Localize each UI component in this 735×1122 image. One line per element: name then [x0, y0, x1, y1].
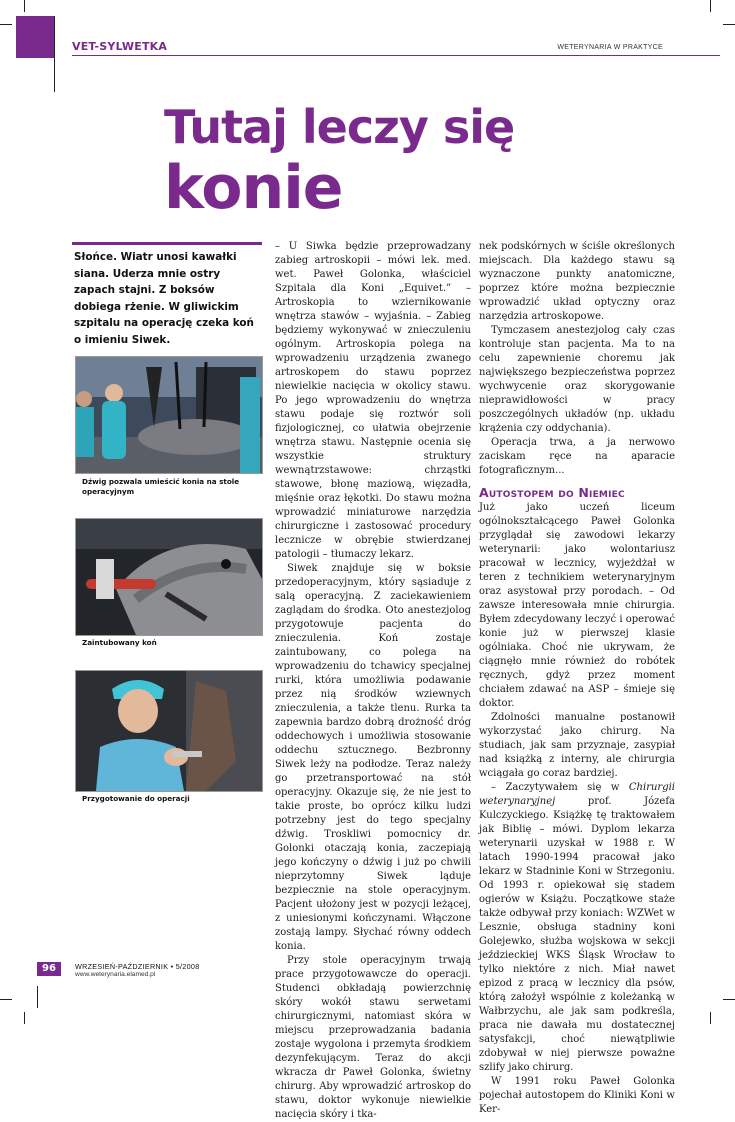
- article-title-line-2: konie: [164, 153, 343, 223]
- subheading: Autostopem do Niemiec: [479, 485, 625, 500]
- article-title-line-1: Tutaj leczy się: [164, 100, 515, 154]
- photo-preparation: [75, 670, 263, 792]
- photo-caption-preparation: Przygotowanie do operacji: [82, 794, 190, 803]
- page-number: 96: [37, 962, 61, 976]
- photo-preparation-image: [76, 671, 262, 791]
- text-run: – Zaczytywałem się w: [491, 782, 629, 793]
- section-color-block: [16, 16, 54, 58]
- paragraph: Tymczasem anestezjolog cały czas kontroluje stan pacjenta. Ma to na celu zapewnienie choremu jak największego bezpieczeństwa poprzez wychwycenie oraz skorygowanie nieprawidłowości w pracy poszczególnych układów (np. układu krążenia czy oddychania).: [479, 325, 675, 434]
- article-column-middle: [275, 240, 471, 1122]
- paragraph: Przy stole operacyjnym trwają prace przygotowawcze do operacji. Studenci obkładają powierzchnię skóry wokół stawu serwetami chirurgicznymi, natomiast skóra w miejscu przeprowadzania badania zostaje wygolona i przemyta środkiem dezynfekującym. Teraz do akcji wkracza dr Paweł Golonka, świetny chirurg. Aby wprowadzić artroskop do stawu, doktor wykonuje niewielkie nacięcia skóry i tka-: [275, 955, 471, 1120]
- article-column-right: [479, 240, 675, 1117]
- paragraph: Siwek znajduje się w boksie przedoperacyjnym, który sąsiaduje z salą operacyjną. Z zaciekawieniem zaglądam do środka. Oto anestezjolog przygotowuje pacjenta do znieczulenia. Koń zostaje zaintubowany, co polega na wprowadzeniu do tchawicy specjalnej rurki, która umożliwia podawanie przez nią środków wziewnych znieczulenia, a także tlenu. Rurka ta zapewnia bardzo dobrą drożność dróg oddechowych i umożliwia stosowanie oddechu sztucznego. Bezbronny Siwek leży na podłodze. Teraz należy go przetransportować na stół operacyjny. Okazuje się, że nie jest to takie proste, bo oprócz kilku ludzi potrzebny jest do tego specjalny dźwig. Troskliwi pomocnicy dr. Golonki otaczają konia, zaczepiają jego kończyny o dźwig i już po chwili nieprzytomny Siwek ląduje bezpiecznie na stole operacyjnym. Pacjent ułożony jest w pozycji leżącej, z uniesionymi kończynami. Włączone zostają lampy. Słychać równy oddech konia.: [275, 563, 471, 952]
- crop-mark: [0, 24, 12, 25]
- crop-mark: [24, 1012, 25, 1024]
- crop-mark: [0, 999, 12, 1000]
- paragraph: W 1991 roku Paweł Golonka pojechał autostopem do Kliniki Koni w Ker-: [479, 1076, 675, 1115]
- crop-mark: [723, 24, 735, 25]
- book-title: Chirurgii weterynaryjnej: [479, 782, 675, 807]
- footer-mark: [37, 986, 38, 1008]
- footer-url: www.weterynaria.elamed.pl: [75, 971, 156, 978]
- crop-mark: [24, 0, 25, 12]
- photo-crane-image: [76, 357, 262, 473]
- intro-rule: [72, 242, 262, 245]
- paragraph: [479, 781, 675, 1075]
- photo-crane: [75, 356, 263, 474]
- header-rule: [72, 55, 720, 56]
- photo-intubated-horse: [75, 518, 263, 636]
- crop-mark: [723, 999, 735, 1000]
- crop-mark: [710, 1012, 711, 1024]
- article-lead: Słońce. Wiatr unosi kawałki siana. Uderza mnie ostry zapach stajni. Z boksów dobiega rżenie. W gliwickim szpitalu na operację czeka koń o imieniu Siwek.: [74, 251, 254, 346]
- paragraph: Operacja trwa, a ja nerwowo zaciskam ręce na aparacie fotograficznym...: [479, 437, 675, 476]
- paragraph: Zdolności manualne postanowił wykorzystać jako chirurg. Na studiach, jak sam przyznaje, zasypiał nad książką z interny, ale chirurgia wciągała go coraz bardziej.: [479, 712, 675, 779]
- paragraph: – U Siwka będzie przeprowadzany zabieg artroskopii – mówi lek. med. wet. Paweł Golonka, właściciel Szpitala dla Koni „Equivet.” – Artroskopia to wziernikowanie wnętrza stawów – wyjaśnia. – Zabieg będziemy wykonywać w znieczuleniu ogólnym. Artroskopia polega na wprowadzeniu urządzenia zwanego artroskopem do stawu poprzez niewielkie nacięcia w okolicy stawu. Po jego wprowadzeniu do wnętrza stawu podaje się roztwór soli fizjologicznej, co ułatwia obejrzenie wnętrza stawu. Następnie ocenia się wszystkie struktury wewnątrzstawowe: chrząstki stawowe, błonę maziową, więzadła, mięśnie oraz łękotki. Do stawu można wprowadzić miniaturowe narzędzia chirurgiczne i zastosować procedury lecznicze w obrębie stwierdzanej patologii – tłumaczy lekarz.: [275, 241, 471, 560]
- crop-mark: [710, 0, 711, 12]
- magazine-name: WETERYNARIA W PRAKTYCE: [557, 44, 663, 51]
- photo-intubated-horse-image: [76, 519, 262, 635]
- paragraph: nek podskórnych w ściśle określonych miejscach. Dla każdego stawu są wyznaczone punkty anatomiczne, poprzez które można bezpiecznie wprowadzić układ optyczny oraz narzędzia artroskopowe.: [479, 241, 675, 322]
- issue-date: WRZESIEŃ-PAŹDZIERNIK • 5/2008: [75, 962, 200, 971]
- photo-caption-intubated: Zaintubowany koń: [82, 638, 157, 647]
- paragraph: Już jako uczeń liceum ogólnokształcącego Paweł Golonka przyglądał się zawodowi lekarzy weterynarii: jako wolontariusz pracował w lecznicy, wyjeżdżał w teren z technikiem weterynaryjnym oraz asystował przy porodach. – Od zawsze interesowała mnie chirurgia. Byłem zdecydowany leczyć i operować konie już w pierwszej klasie ogólniaka. Choć nie ukrywam, że ciągnęło mnie również do robótek ręcznych, gdyż przez moment chciałem zdawać na ASP – śmieje się doktor.: [479, 502, 675, 709]
- section-label: VET-SYLWETKA: [72, 40, 168, 53]
- photo-caption-crane: Dźwig pozwala umieścić konia na stole operacyjnym: [82, 477, 240, 496]
- text-run: prof. Józefa Kulczyckiego. Książkę tę traktowałem jak Biblię – mówi. Dyplom lekarza weterynarii uzyskał w 1988 r. W latach 1990-1994 pracował jako lekarz w Stadninie Koni w Strzegoniu. Od 1993 r. opiekował się stadem ogierów w Książu. Początkowe staże także odbywał przy koniach: WZWet w Lesznie, obsługa stadniny koni Golejewko, służba wojskowa w sekcji jeździeckiej WKS Śląsk Wrocław to tylko niektóre z nich. Miał nawet epizod z pracą w lecznicy dla psów, którą założył wspólnie z koleżanką w Wałbrzychu, ale jak sam podkreśla, praca nie dawała mu dostatecznej satysfakcji, choć niewątpliwie zdobywał w niej pierwsze poważne szlify jako chirurg.: [479, 796, 675, 1073]
- header-divider: [54, 16, 55, 92]
